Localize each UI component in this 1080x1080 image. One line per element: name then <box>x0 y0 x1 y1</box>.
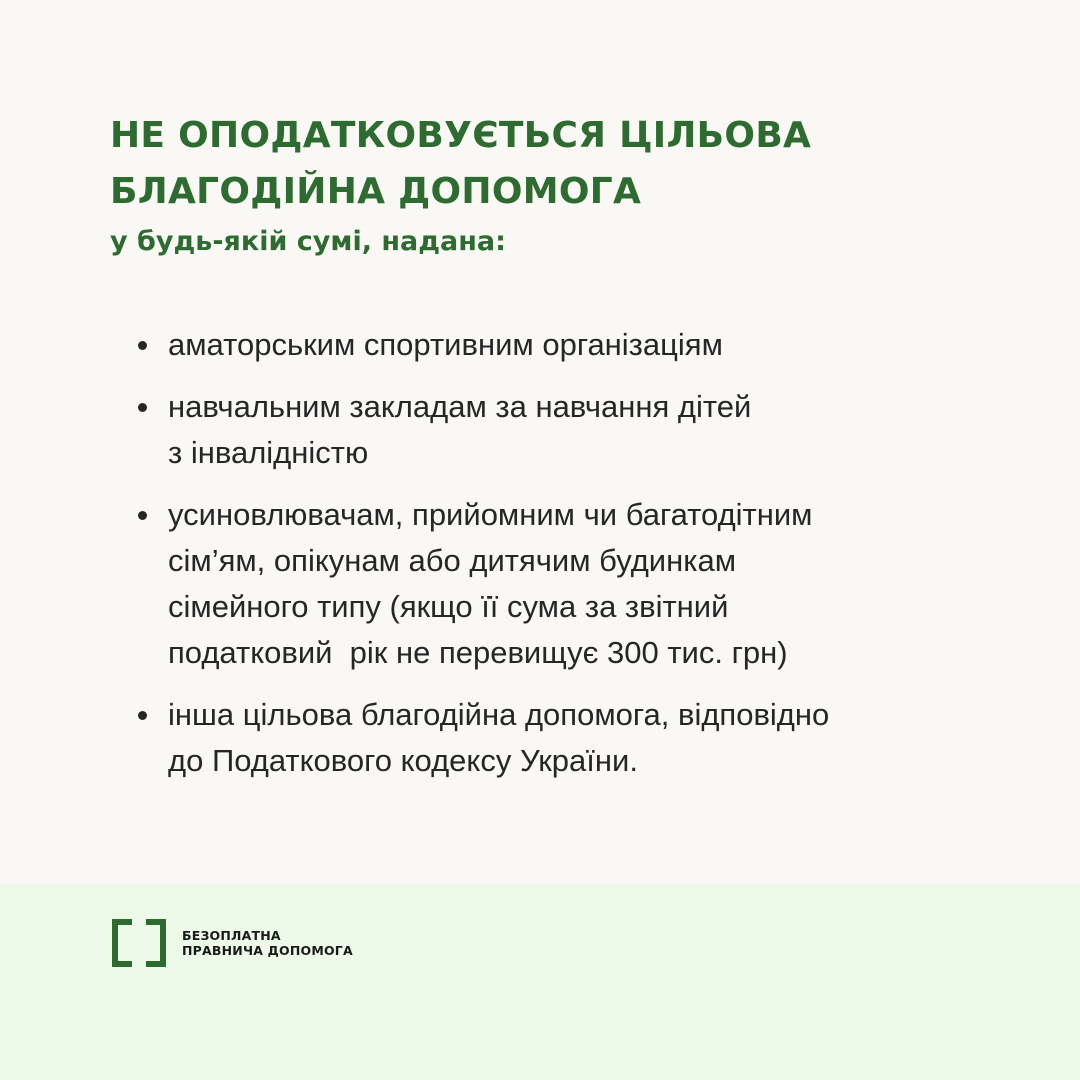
list-item <box>138 322 998 368</box>
bullet-icon <box>138 403 147 412</box>
list-item-line: сім’ям, опікунам або дитячим будинкам <box>168 543 737 578</box>
beneficiary-list <box>138 322 998 800</box>
bullet-icon <box>138 511 147 520</box>
list-item <box>138 492 998 676</box>
bullet-icon <box>138 711 147 720</box>
list-item-line: з інвалідністю <box>168 435 369 470</box>
list-item-line: усиновлювачам, прийомним чи багатодітним <box>168 497 813 532</box>
list-item-line: аматорським спортивним організаціям <box>168 327 723 362</box>
logo-line: БЕЗОПЛАТНА <box>182 928 281 943</box>
bracket-logo-icon <box>112 919 132 967</box>
list-item-line: сімейного типу (якщо її сума за звітний <box>168 589 729 624</box>
list-item-line: інша цільова благодійна допомога, відповідно <box>168 697 830 732</box>
title-line: НЕ ОПОДАТКОВУЄТЬСЯ ЦІЛЬОВА <box>110 115 812 156</box>
footer-band <box>0 884 1080 1080</box>
list-item-line: податковий рік не перевищує 300 тис. грн) <box>168 635 788 670</box>
logo-wordmark <box>182 928 353 958</box>
page-subtitle: у будь-якій сумі, надана: <box>110 226 506 257</box>
page-title <box>110 108 1010 220</box>
list-item-line: навчальним закладам за навчання дітей <box>168 389 752 424</box>
logo-line: ПРАВНИЧА ДОПОМОГА <box>182 943 353 958</box>
organization-logo <box>112 918 353 968</box>
list-item <box>138 384 998 476</box>
list-item <box>138 692 998 784</box>
bracket-logo-icon <box>146 919 166 967</box>
title-line: БЛАГОДІЙНА ДОПОМОГА <box>110 171 642 212</box>
list-item-line: до Податкового кодексу України. <box>168 743 638 778</box>
bullet-icon <box>138 341 147 350</box>
